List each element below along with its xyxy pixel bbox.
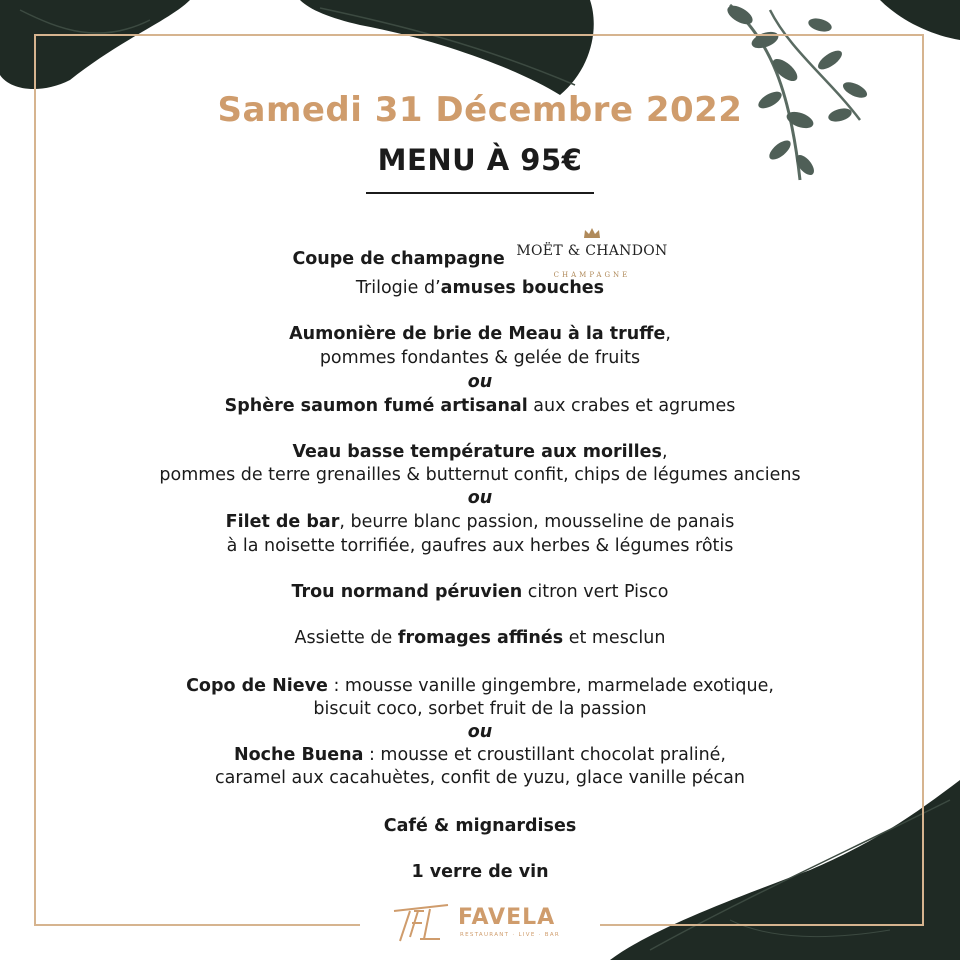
menu-item-dessert2 bbox=[0, 743, 960, 767]
crown-icon bbox=[582, 227, 602, 239]
title-underline bbox=[366, 192, 594, 194]
main1-name: Veau basse température aux morilles bbox=[292, 442, 662, 462]
champagne-label: Coupe de champagne bbox=[292, 249, 505, 269]
main1-rest: , bbox=[661, 442, 668, 462]
or-separator-1: ou bbox=[467, 372, 493, 392]
menu-item-cheese bbox=[0, 626, 960, 650]
starter1-name: Aumonière de brie de Meau à la truffe bbox=[289, 324, 666, 344]
or-separator-2: ou bbox=[467, 488, 493, 508]
main2-name: Filet de bar bbox=[225, 512, 340, 532]
trou-rest: citron vert Pisco bbox=[522, 582, 669, 602]
menu-item-dessert1 bbox=[0, 674, 960, 698]
menu-item-wine: 1 verre de vin bbox=[411, 862, 549, 882]
starter2-name: Sphère saumon fumé artisanal bbox=[224, 396, 528, 416]
starter2-rest: aux crabes et agrumes bbox=[527, 396, 736, 416]
cheese-prefix: Assiette de bbox=[294, 628, 398, 648]
dessert2-name: Noche Buena bbox=[234, 745, 364, 765]
moet-chandon-name: MOËT & CHANDON bbox=[516, 243, 668, 259]
amuse-prefix: Trilogie d’ bbox=[355, 278, 441, 298]
event-date: Samedi 31 Décembre 2022 bbox=[217, 90, 743, 130]
favela-mark-icon bbox=[390, 903, 452, 943]
menu-title: MENU À 95€ bbox=[377, 143, 583, 177]
favela-tagline: RESTAURANT · LIVE · BAR bbox=[460, 932, 561, 938]
favela-logo bbox=[390, 903, 580, 945]
or-separator-3: ou bbox=[467, 722, 493, 742]
menu-item-main1 bbox=[0, 440, 960, 464]
dessert2-line2: caramel aux cacahuètes, confit de yuzu, glace vanille pécan bbox=[215, 768, 745, 788]
dessert2-rest: : mousse et croustillant chocolat praliné, bbox=[363, 745, 726, 765]
main2-rest: , beurre blanc passion, mousseline de panais bbox=[339, 512, 735, 532]
menu-item-coffee: Café & mignardises bbox=[383, 816, 577, 836]
dessert1-line2: biscuit coco, sorbet fruit de la passion bbox=[313, 699, 647, 719]
menu-item-main2 bbox=[0, 510, 960, 534]
cheese-rest: et mesclun bbox=[563, 628, 666, 648]
starter1-rest: , bbox=[665, 324, 671, 344]
favela-name: FAVELA bbox=[458, 905, 556, 930]
dessert1-name: Copo de Nieve bbox=[186, 676, 328, 696]
amuse-bold: amuses bouches bbox=[440, 278, 605, 298]
menu-item-starter1 bbox=[0, 322, 960, 346]
dessert1-rest: : mousse vanille gingembre, marmelade exotique, bbox=[327, 676, 774, 696]
starter1-line2: pommes fondantes & gelée de fruits bbox=[319, 348, 641, 368]
menu-item-amuses bbox=[0, 276, 960, 300]
cheese-bold: fromages affinés bbox=[397, 628, 564, 648]
main1-line2: pommes de terre grenailles & butternut confit, chips de légumes anciens bbox=[159, 465, 801, 485]
menu-item-trou-normand bbox=[0, 580, 960, 604]
main2-line2: à la noisette torrifiée, gaufres aux herbes & légumes rôtis bbox=[226, 536, 734, 556]
menu-item-starter2 bbox=[0, 394, 960, 418]
moet-chandon-sub: CHAMPAGNE bbox=[553, 271, 631, 279]
trou-name: Trou normand péruvien bbox=[291, 582, 523, 602]
